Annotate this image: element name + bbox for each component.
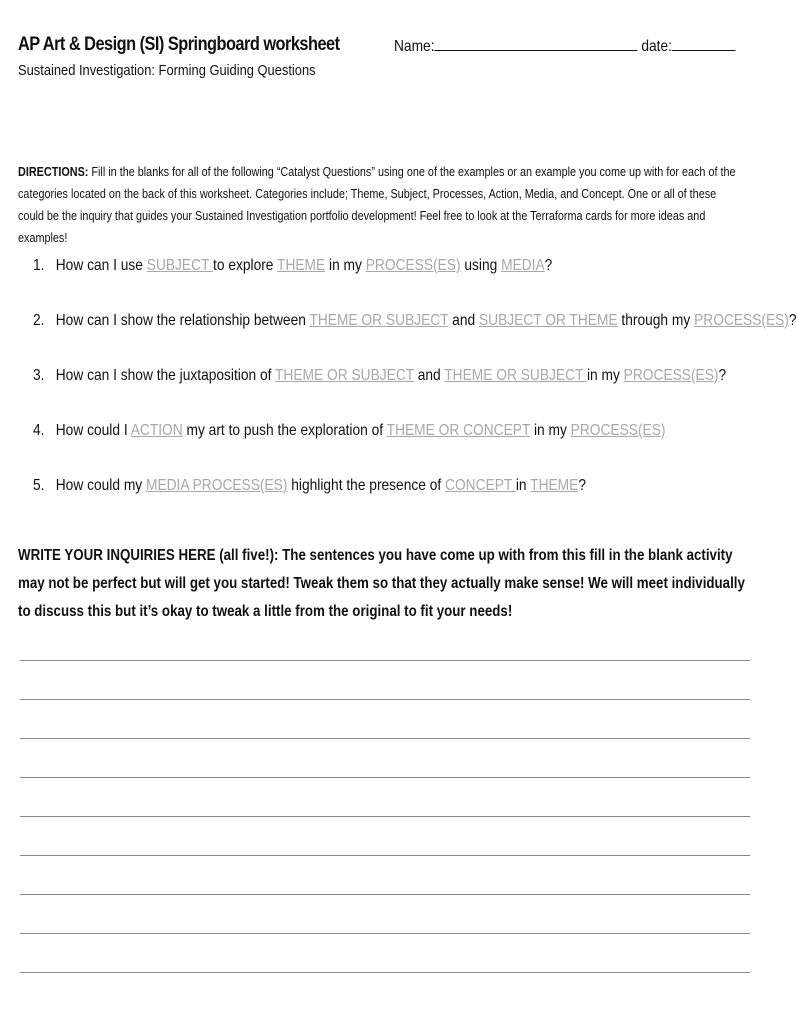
writing-line[interactable]: [20, 660, 750, 699]
page-title: AP Art & Design (SI) Springboard worksheet: [18, 34, 340, 55]
question-item: [33, 422, 764, 477]
question-text: ?: [578, 477, 586, 494]
placeholder-concept[interactable]: CONCEPT: [445, 477, 516, 494]
writing-line[interactable]: [20, 777, 750, 816]
name-date-fields: [394, 36, 736, 56]
question-number: 4.: [33, 422, 45, 439]
writing-line[interactable]: [20, 699, 750, 738]
question-number: 2.: [33, 312, 45, 329]
question-text: How can I show the relationship between: [55, 312, 310, 329]
placeholder-theme[interactable]: THEME: [530, 477, 579, 494]
placeholder-processes[interactable]: PROCESS(ES): [570, 422, 666, 439]
placeholder-theme-or-subject[interactable]: THEME OR SUBJECT: [309, 312, 449, 329]
placeholder-subject[interactable]: SUBJECT: [146, 257, 214, 274]
question-number: 1.: [33, 257, 45, 274]
question-number: 5.: [33, 477, 45, 494]
question-text: in my: [530, 422, 571, 439]
directions-text: Fill in the blanks for all of the following “Catalyst Questions” using one of the examples or an example you come up with for each of the categories located on the back of this worksheet. Categories include; Theme, Subject, Processes, Action, Media, and Concept. One or all of these could be the inquiry that guides your Sustained Investigation portfolio development! Feel free to look at the Terraforma cards for more ideas and examples!: [18, 165, 736, 245]
question-item: [33, 312, 797, 367]
placeholder-subject-or-theme[interactable]: SUBJECT OR THEME: [478, 312, 618, 329]
question-text: through my: [617, 312, 695, 329]
directions-paragraph: [18, 161, 739, 249]
writing-line[interactable]: [20, 816, 750, 855]
inquiry-prompt: WRITE YOUR INQUIRIES HERE (all five!): The sentences you have come up with from this fill in the blank activity may not be perfect but will get you started! Tweak them so that they actually make sense! We will meet individually to discuss this but it’s okay to tweak a little from the original to fit your needs!: [18, 547, 745, 620]
placeholder-theme-or-concept[interactable]: THEME OR CONCEPT: [386, 422, 531, 439]
writing-line[interactable]: [20, 972, 750, 1011]
question-text: in my: [586, 367, 624, 384]
question-text: ?: [544, 257, 553, 274]
question-text: in my: [325, 257, 366, 274]
writing-line[interactable]: [20, 933, 750, 972]
placeholder-media-processes[interactable]: MEDIA PROCESS(ES): [145, 477, 288, 494]
writing-line[interactable]: [20, 855, 750, 894]
question-text: How can I show the juxtaposition of: [55, 367, 276, 384]
question-number: 3.: [33, 367, 45, 384]
question-item: [33, 257, 764, 312]
question-text: How could I: [55, 422, 131, 439]
page-subtitle: Sustained Investigation: Forming Guiding Questions: [18, 62, 316, 79]
question-text: How can I use: [55, 257, 147, 274]
question-item: [33, 477, 764, 532]
name-blank[interactable]: [435, 36, 638, 51]
question-text: and: [448, 312, 479, 329]
placeholder-action[interactable]: ACTION: [130, 422, 183, 439]
question-text: in: [515, 477, 531, 494]
question-text: ?: [718, 367, 727, 384]
writing-line[interactable]: [20, 738, 750, 777]
question-text: highlight the presence of: [287, 477, 446, 494]
placeholder-theme-or-subject[interactable]: THEME OR SUBJECT: [275, 367, 414, 384]
placeholder-processes[interactable]: PROCESS(ES): [365, 257, 461, 274]
writing-line[interactable]: [20, 894, 750, 933]
question-text: and: [413, 367, 445, 384]
directions-label: DIRECTIONS:: [18, 165, 89, 179]
placeholder-theme-or-subject[interactable]: THEME OR SUBJECT: [444, 367, 587, 384]
placeholder-media[interactable]: MEDIA: [501, 257, 545, 274]
question-text: ?: [788, 312, 797, 329]
placeholder-theme[interactable]: THEME: [277, 257, 326, 274]
date-label: date:: [641, 38, 672, 55]
question-text: to explore: [213, 257, 278, 274]
question-text: using: [460, 257, 502, 274]
date-blank[interactable]: [672, 36, 736, 51]
question-item: [33, 367, 764, 422]
name-label: Name:: [394, 38, 435, 55]
question-text: my art to push the exploration of: [182, 422, 387, 439]
placeholder-processes[interactable]: PROCESS(ES): [694, 312, 789, 329]
catalyst-questions: [33, 257, 797, 532]
question-text: How could my: [55, 477, 146, 494]
writing-lines[interactable]: [20, 660, 750, 1011]
placeholder-processes[interactable]: PROCESS(ES): [623, 367, 719, 384]
